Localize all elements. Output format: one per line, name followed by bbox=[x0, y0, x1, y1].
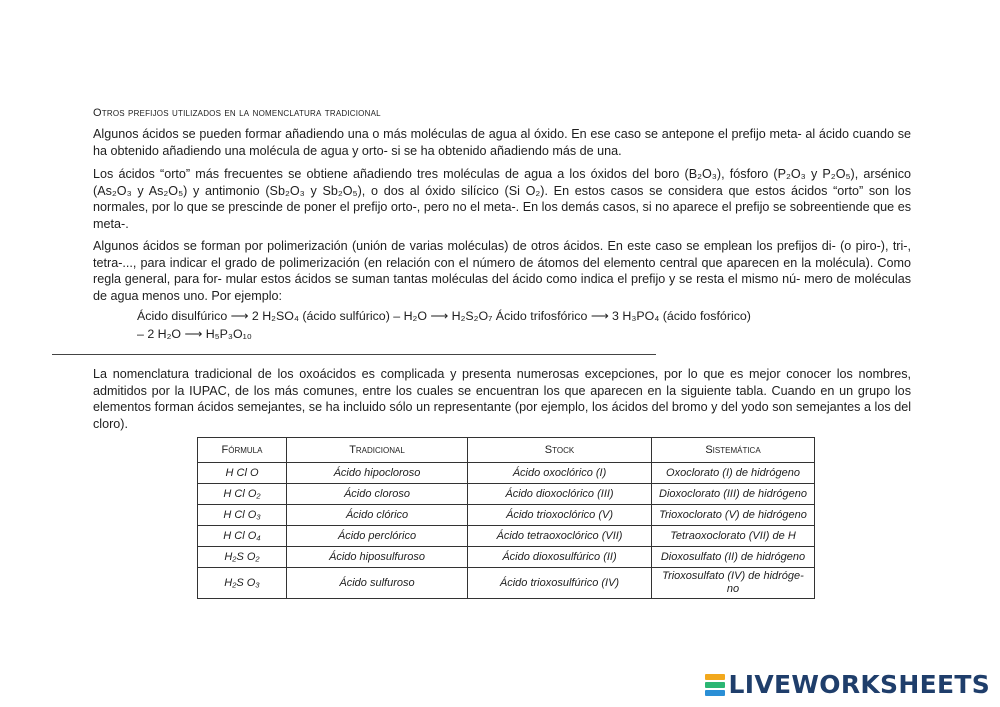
logo-mark-bar bbox=[705, 690, 725, 696]
cell-systematic: Dioxoclorato (III) de hidrógeno bbox=[652, 484, 815, 505]
cell-traditional: Ácido sulfuroso bbox=[287, 568, 468, 599]
logo-mark-icon bbox=[705, 674, 725, 696]
cell-formula: H Cl O₃ bbox=[198, 505, 287, 526]
cell-traditional: Ácido hiposulfuroso bbox=[287, 547, 468, 568]
cell-systematic: Dioxosulfato (II) de hidrógeno bbox=[652, 547, 815, 568]
cell-traditional: Ácido clórico bbox=[287, 505, 468, 526]
paragraph-polymerization: Algunos ácidos se forman por polimerización (unión de varias moléculas) de otros ácidos. En este caso se emplean los prefijos di- (o piro-), tri-, tetra-..., para indicar el grado de polimerización (en relación con el número de átomos del elemento central que aparecen en la molécula). Como regla general, para for- mular estos ácidos se suman tantas moléculas del ácido como indica el prefijo y se resta el mismo nú- mero de moléculas de agua menos uno. Por ejemplo: bbox=[93, 239, 911, 303]
table-row bbox=[198, 463, 815, 484]
paragraph-iupac-names: La nomenclatura tradicional de los oxoácidos es complicada y presenta numerosas excepciones, por lo que es mejor conocer los nombres, admitidos por la IUPAC, de los más comunes, entre los cuales se encuentran los que aparecen en la siguiente tabla. Cuando en un grupo los elementos forman ácidos semejantes, se ha incluido sólo un representante (por ejemplo, los ácidos del bromo y del yodo son semejantes a los del cloro). bbox=[93, 367, 911, 431]
cell-stock: Ácido dioxoclórico (III) bbox=[468, 484, 652, 505]
table-row bbox=[198, 526, 815, 547]
logo-mark-bar bbox=[705, 682, 725, 688]
cell-systematic: Tetraoxoclorato (VII) de H bbox=[652, 526, 815, 547]
header-stock: Stock bbox=[468, 438, 652, 463]
nomenclature-table bbox=[197, 437, 815, 599]
table-row bbox=[198, 484, 815, 505]
cell-formula: H₂S O₂ bbox=[198, 547, 287, 568]
liveworksheets-logo bbox=[705, 670, 990, 699]
reaction-examples: Ácido disulfúrico ⟶ 2 H₂SO₄ (ácido sulfúrico) – H₂O ⟶ H₂S₂O₇ Ácido trifosfórico ⟶ 3 H₃PO₄ (ácido fosfórico) – 2 H₂O ⟶ H₅P₃O₁₀ bbox=[137, 309, 751, 341]
cell-traditional: Ácido hipocloroso bbox=[287, 463, 468, 484]
table-row bbox=[198, 547, 815, 568]
logo-mark-bar bbox=[705, 674, 725, 680]
header-systematic: Sistemática bbox=[652, 438, 815, 463]
table-row bbox=[198, 505, 815, 526]
table-row bbox=[198, 568, 815, 599]
cell-traditional: Ácido cloroso bbox=[287, 484, 468, 505]
cell-stock: Ácido oxoclórico (I) bbox=[468, 463, 652, 484]
cell-traditional: Ácido perclórico bbox=[287, 526, 468, 547]
cell-formula: H₂S O₃ bbox=[198, 568, 287, 599]
cell-stock: Ácido tetraoxoclórico (VII) bbox=[468, 526, 652, 547]
header-traditional: Tradicional bbox=[287, 438, 468, 463]
header-formula: Fórmula bbox=[198, 438, 287, 463]
cell-stock: Ácido trioxosulfúrico (IV) bbox=[468, 568, 652, 599]
cell-systematic: Trioxoclorato (V) de hidrógeno bbox=[652, 505, 815, 526]
cell-formula: H Cl O₄ bbox=[198, 526, 287, 547]
paragraph-orto-acids: Los ácidos “orto” más frecuentes se obtiene añadiendo tres moléculas de agua a los óxidos del boro (B₂O₃), fósforo (P₂O₃ y P₂O₅), arsénico (As₂O₃ y As₂O₅) y antimonio (Sb₂O₃ y Sb₂O₅), o dos al óxido silícico (Si O₂). En estos casos se considera que estos ácidos “orto” son los normales, por lo que se prescinde de poner el prefijo orto-, pero no el meta-. En los demás casos, si no aparece el prefijo se sobreentiende que es meta-. bbox=[93, 167, 911, 231]
paragraph-meta-orto: Algunos ácidos se pueden formar añadiendo una o más moléculas de agua al óxido. En ese caso se antepone el prefijo meta- al ácido cuando se ha obtenido añadiendo una molécula de agua y orto- si se ha obtenido añadiendo más de una. bbox=[93, 127, 911, 158]
horizontal-divider bbox=[52, 354, 656, 355]
cell-systematic: Trioxosulfato (IV) de hidróge- no bbox=[652, 568, 815, 599]
section-title: Otros prefijos utilizados en la nomenclatura tradicional bbox=[93, 107, 381, 119]
logo-text: LIVEWORKSHEETS bbox=[728, 670, 990, 699]
cell-stock: Ácido trioxoclórico (V) bbox=[468, 505, 652, 526]
cell-formula: H Cl O bbox=[198, 463, 287, 484]
cell-systematic: Oxoclorato (I) de hidrógeno bbox=[652, 463, 815, 484]
cell-formula: H Cl O₂ bbox=[198, 484, 287, 505]
table-header-row bbox=[198, 438, 815, 463]
cell-stock: Ácido dioxosulfúrico (II) bbox=[468, 547, 652, 568]
